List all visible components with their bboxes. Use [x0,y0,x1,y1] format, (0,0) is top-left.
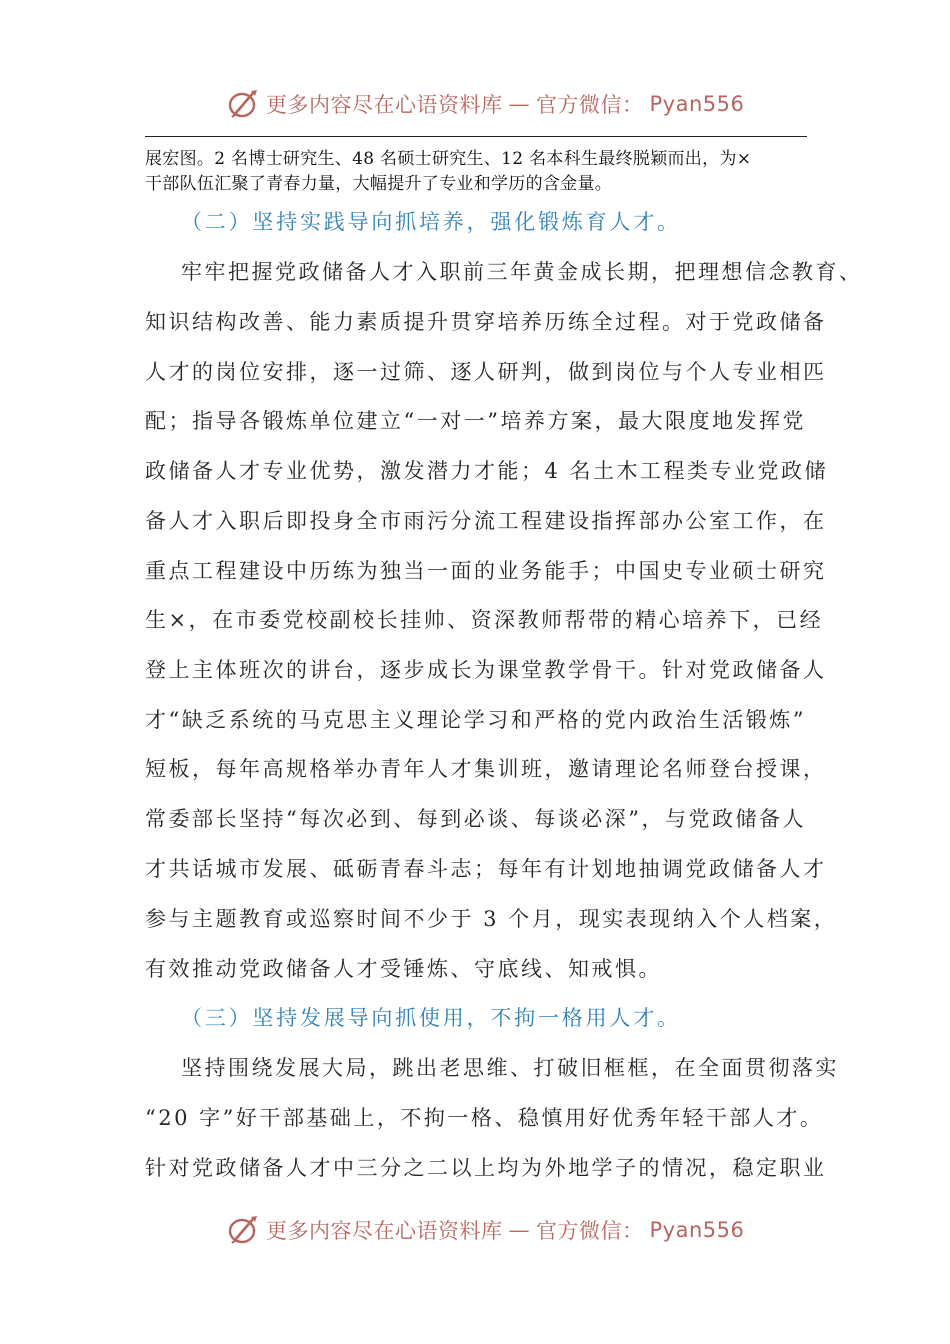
footer-wechat-label: 官方微信： [536,1219,644,1243]
section3-line-1: 坚持围绕发展大局，跳出老思维、打破旧框框，在全面贯彻落实 [181,1056,839,1080]
section3-heading: （三）坚持发展导向抓使用，不拘一格用人才。 [181,1006,681,1030]
section2-line-4: 配；指导各锻炼单位建立“一对一”培养方案，最大限度地发挥党 [145,409,806,433]
header-wechat-id: Pyan556 [649,92,745,116]
footer-wechat-id: Pyan556 [649,1218,745,1242]
section2-line-5: 政储备人才专业优势，激发潜力才能；4 名土木工程类专业党政储 [145,459,829,483]
section2-line-1: 牢牢把握党政储备人才入职前三年黄金成长期，把理想信念教育、 [181,260,863,284]
header-wechat-label: 官方微信： [536,93,644,117]
section2-line-10: 才“缺乏系统的马克思主义理论学习和严格的党内政治生活锻炼” [145,708,806,732]
header-dash: — [508,92,530,116]
section2-line-15: 有效推动党政储备人才受锤炼、守底线、知戒惧。 [145,957,662,981]
section2-line-8: 生×，在市委党校副校长挂帅、资深教师帮带的精心培养下，已经 [145,608,824,632]
section2-line-3: 人才的岗位安排，逐一过筛、逐人研判，做到岗位与个人专业相匹 [145,360,827,384]
header-site-text: 更多内容尽在心语资料库 [266,93,503,117]
footer-banner [226,1210,744,1250]
section2-line-12: 常委部长坚持“每次必到、每到必谈、每谈必深”，与党政储备人 [145,807,806,831]
section2-heading: （二）坚持实践导向抓培养，强化锻炼育人才。 [181,210,681,234]
pen-logo-icon [226,1213,260,1247]
footer-site-text: 更多内容尽在心语资料库 [266,1219,503,1243]
header-divider [145,136,807,137]
section2-line-7: 重点工程建设中历练为独当一面的业务能手；中国史专业硕士研究 [145,559,827,583]
section2-line-13: 才共话城市发展、砥砺青春斗志；每年有计划地抽调党政储备人才 [145,857,827,881]
footer-dash: — [508,1218,530,1242]
section3-line-2: “20 字”好干部基础上，不拘一格、稳慎用好优秀年轻干部人才。 [145,1106,824,1130]
header-banner [226,84,744,124]
intro-line-1: 展宏图。2 名博士研究生、48 名硕士研究生、12 名本科生最终脱颖而出，为× [145,149,752,169]
pen-logo-icon [226,87,260,121]
section2-line-2: 知识结构改善、能力素质提升贯穿培养历练全过程。对于党政储备 [145,310,827,334]
section2-line-6: 备人才入职后即投身全市雨污分流工程建设指挥部办公室工作，在 [145,509,827,533]
intro-line-2: 干部队伍汇聚了青春力量，大幅提升了专业和学历的含金量。 [145,174,613,194]
section3-line-3: 针对党政储备人才中三分之二以上均为外地学子的情况，稳定职业 [145,1156,827,1180]
section2-line-14: 参与主题教育或巡察时间不少于 3 个月，现实表现纳入个人档案， [145,907,838,931]
section2-line-11: 短板，每年高规格举办青年人才集训班，邀请理论名师登台授课， [145,757,827,781]
section2-line-9: 登上主体班次的讲台，逐步成长为课堂教学骨干。针对党政储备人 [145,658,827,682]
